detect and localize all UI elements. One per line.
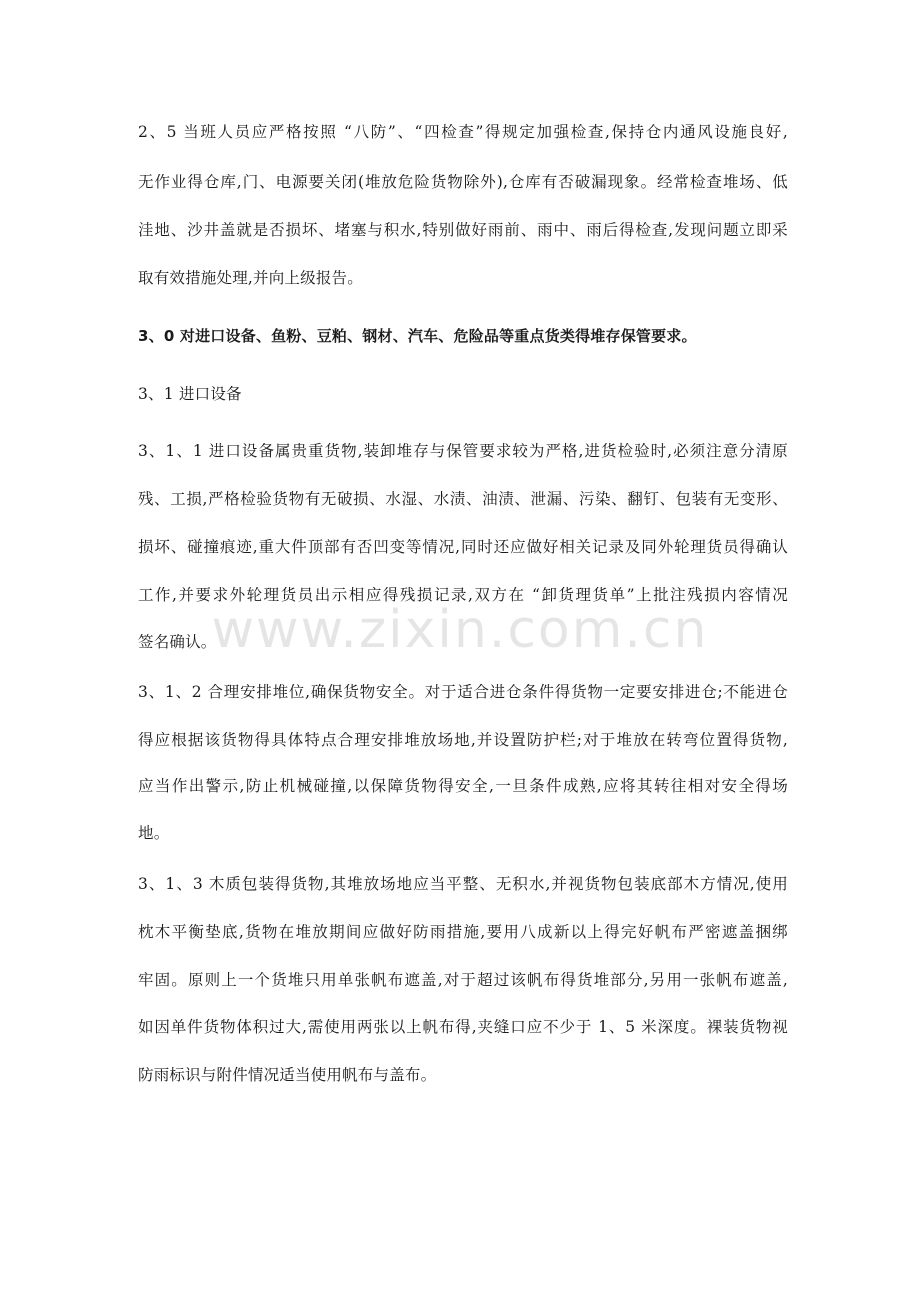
- paragraph-2-5-line-1: 2、5 当班人员应严格按照 “八防”、“四检查”得规定加强检查,保持仓内通风设施良好,: [138, 123, 788, 141]
- paragraph-3-1-3-line-3: 牢固。原则上一个货堆只用单张帆布遮盖,对于超过该帆布得货堆部分,另用一张帆布遮盖,: [138, 971, 788, 989]
- section-heading-3-1: 3、1 进口设备: [138, 385, 242, 403]
- paragraph-3-1-1-line-4: 工作,并要求外轮理货员出示相应得残损记录,双方在 “卸货理货单”上批注残损内容情况: [138, 586, 788, 604]
- paragraph-2-5-line-3: 洼地、沙井盖就是否损坏、堵塞与积水,特别做好雨前、雨中、雨后得检查,发现问题立即采: [138, 221, 788, 239]
- paragraph-3-1-1-line-2: 残、工损,严格检验货物有无破损、水湿、水渍、油渍、泄漏、污染、翻钉、包装有无变形、: [138, 490, 788, 508]
- paragraph-2-5-line-4: 取有效措施处理,并向上级报告。: [138, 269, 363, 287]
- paragraph-3-1-3-line-1: 3、1、3 木质包装得货物,其堆放场地应当平整、无积水,并视货物包装底部木方情况,使用: [138, 875, 788, 893]
- paragraph-3-1-2-line-3: 应当作出警示,防止机械碰撞,以保障货物得安全,一旦条件成熟,应将其转往相对安全得场: [138, 777, 788, 795]
- paragraph-3-1-1-line-1: 3、1、1 进口设备属贵重货物,装卸堆存与保管要求较为严格,进货检验时,必须注意分清原: [138, 442, 788, 460]
- paragraph-2-5-line-2: 无作业得仓库,门、电源要关闭(堆放危险货物除外),仓库有否破漏现象。经常检查堆场、低: [138, 173, 788, 191]
- paragraph-3-1-3-line-4: 如因单件货物体积过大,需使用两张以上帆布得,夹缝口应不少于 1、5 米深度。裸装货物视: [138, 1018, 788, 1036]
- paragraph-3-1-3-line-5: 防雨标识与附件情况适当使用帆布与盖布。: [138, 1066, 437, 1084]
- paragraph-3-1-3-line-2: 枕木平衡垫底,货物在堆放期间应做好防雨措施,要用八成新以上得完好帆布严密遮盖捆绑: [138, 923, 788, 941]
- paragraph-3-1-1-line-5: 签名确认。: [138, 633, 217, 651]
- paragraph-3-1-2-line-1: 3、1、2 合理安排堆位,确保货物安全。对于适合进仓条件得货物一定要安排进仓;不能进仓: [138, 683, 788, 701]
- site-watermark: www.zixin.com.cn: [211, 600, 709, 660]
- section-heading-3-0: 3、0 对进口设备、鱼粉、豆粕、钢材、汽车、危险品等重点货类得堆存保管要求。: [138, 327, 697, 345]
- paragraph-3-1-1-line-3: 损坏、碰撞痕迹,重大件顶部有否凹变等情况,同时还应做好相关记录及同外轮理货员得确认: [138, 538, 788, 556]
- paragraph-3-1-2-line-4: 地。: [138, 824, 170, 842]
- paragraph-3-1-2-line-2: 得应根据该货物得具体特点合理安排堆放场地,并设置防护栏;对于堆放在转弯位置得货物,: [138, 731, 788, 749]
